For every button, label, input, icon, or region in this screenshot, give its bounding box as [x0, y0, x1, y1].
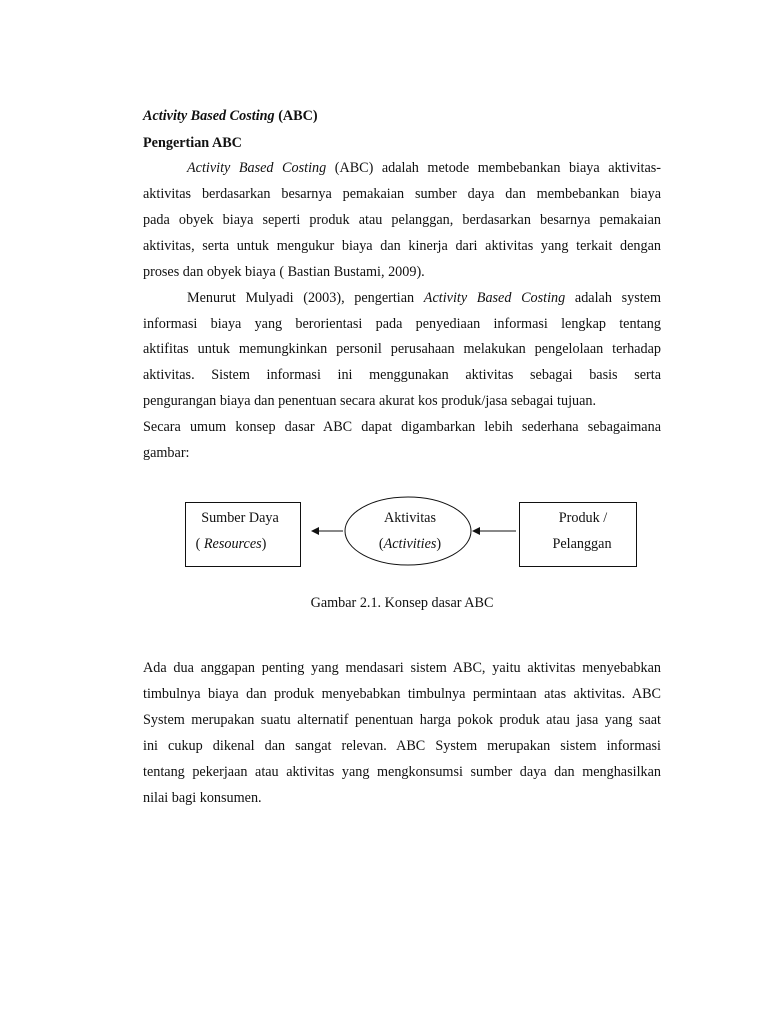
para2-italic-term: Activity Based Costing [423, 290, 566, 306]
para3-line2: gambar: [143, 445, 190, 461]
para1-line2: aktivitas berdasarkan besarnya pemakaian sumber daya dan membebankan biaya [143, 186, 661, 202]
para2-line5: pengurangan biaya dan penentuan secara akurat kos produk/jasa sebagai tujuan. [143, 393, 597, 409]
section-subtitle: Pengertian ABC [143, 135, 242, 151]
para2-line3: aktifitas untuk memungkinkan personil perusahaan melakukan pengelolaan terhadap [143, 341, 661, 357]
para2-line1-post: adalah system [565, 290, 661, 306]
para1-line4: aktivitas, serta untuk mengukur biaya dan kinerja dari aktivitas yang terkait dengan [143, 238, 661, 254]
para1-italic-term: Activity Based Costing [187, 160, 327, 176]
para3-line1: Secara umum konsep dasar ABC dapat digambarkan lebih sederhana sebagaimana [143, 419, 661, 435]
activities-ellipse [345, 497, 471, 565]
activities-paren-close: ) [436, 536, 442, 552]
para2-line1-pre: Menurut Mulyadi (2003), pengertian [187, 290, 424, 306]
resources-italic: Resources [203, 536, 262, 552]
resources-label-line1: Sumber Daya [201, 510, 279, 526]
para4-line3: System merupakan suatu alternatif penentuan harga pokok produk atau jasa yang saat [143, 712, 661, 728]
para1-line1-rest: (ABC) adalah metode membebankan biaya aktivitas- [326, 160, 661, 176]
product-label-line2: Pelanggan [552, 536, 612, 552]
resources-paren-close: ) [261, 536, 267, 552]
resources-paren-open: ( [195, 536, 204, 552]
activities-italic: Activities [383, 536, 437, 552]
section-title-suffix: (ABC) [274, 108, 318, 124]
activities-label-line1: Aktivitas [383, 510, 437, 526]
para4-line6: nilai bagi konsumen. [143, 790, 262, 806]
resources-label-line2 [186, 535, 276, 553]
para2-line2: informasi biaya yang berorientasi pada penyediaan informasi lengkap tentang [143, 316, 661, 332]
para4-line5: tentang pekerjaan atau aktivitas yang mengkonsumsi sumber daya dan menghasilkan [143, 764, 661, 780]
para4-line2: timbulnya biaya dan produk menyebabkan timbulnya permintaan atas aktivitas. ABC [143, 686, 661, 702]
para1-line3: pada obyek biaya seperti produk atau pelanggan, berdasarkan besarnya pemakaian [143, 212, 661, 228]
product-label-line1: Produk / [558, 510, 608, 526]
para1-line5: proses dan obyek biaya ( Bastian Bustami, 2009). [143, 264, 425, 280]
para2-line4: aktivitas. Sistem informasi ini menggunakan aktivitas sebagai basis serta [143, 367, 661, 383]
section-title-italic: Activity Based Costing [143, 108, 275, 124]
activities-label-line2 [360, 535, 460, 553]
activities-paren-open: ( [378, 536, 384, 552]
figure-caption: Gambar 2.1. Konsep dasar ABC [310, 595, 494, 611]
para4-line4: ini cukup dikenal dan sangat relevan. ABC System merupakan sistem informasi [143, 738, 661, 754]
para4-line1: Ada dua anggapan penting yang mendasari sistem ABC, yaitu aktivitas menyebabkan [143, 660, 661, 676]
